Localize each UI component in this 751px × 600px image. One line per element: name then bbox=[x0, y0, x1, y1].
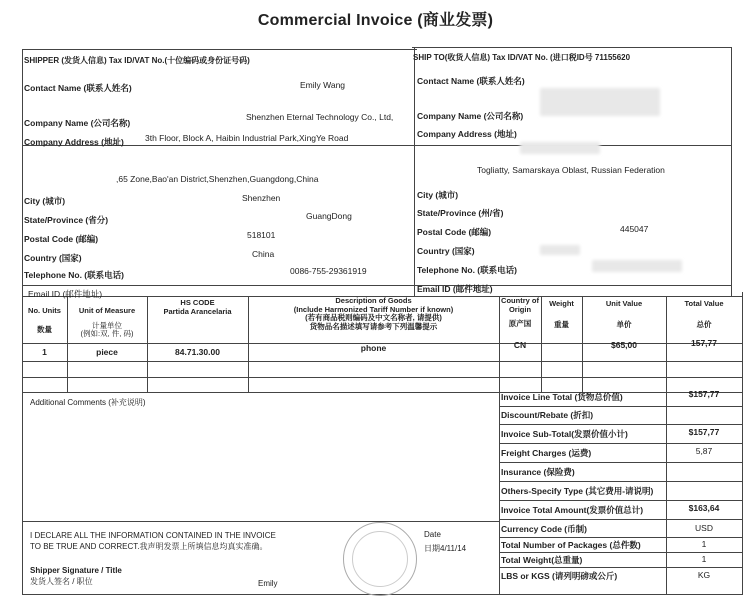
summary-freight-value: 5,87 bbox=[695, 446, 713, 456]
shipto-state-label: State/Province (州/省) bbox=[417, 208, 504, 218]
frame-line bbox=[22, 285, 414, 286]
shipper-city-value: Shenzhen bbox=[242, 193, 281, 203]
frame-line bbox=[412, 47, 732, 48]
header-unit-value bbox=[582, 300, 666, 329]
row-uom: piece bbox=[96, 347, 118, 357]
shipper-city-label: City (城市) bbox=[24, 196, 66, 206]
header-uom-ex: (例如:双, 件, 码) bbox=[80, 329, 134, 339]
summary-total-weight-label: Total Weight(总重量) bbox=[501, 555, 583, 565]
summary-total-weight-value: 1 bbox=[701, 554, 707, 564]
row-total: 157,77 bbox=[691, 338, 717, 348]
frame-line bbox=[499, 519, 742, 520]
declaration-line1: I DECLARE ALL THE INFORMATION CONTAINED IN THE INVOICE bbox=[30, 531, 276, 540]
page-title: Commercial Invoice (商业发票) bbox=[257, 12, 494, 29]
frame-line bbox=[499, 500, 742, 501]
frame-line bbox=[499, 481, 742, 482]
shipper-postal-label: Postal Code (邮编) bbox=[24, 234, 99, 244]
frame-line bbox=[499, 537, 742, 538]
row-hs: 84.71.30.00 bbox=[175, 347, 220, 357]
shipto-address-label: Company Address (地址) bbox=[417, 129, 517, 139]
shipper-company-value: Shenzhen Eternal Technology Co., Ltd, bbox=[246, 112, 394, 122]
summary-total-amount-label: Invoice Total Amount(发票价值总计) bbox=[501, 505, 644, 515]
header-uom bbox=[67, 307, 147, 339]
summary-other-label: Others-Specify Type (其它费用-请说明) bbox=[501, 486, 654, 496]
header-uom-en: Unit of Measure bbox=[78, 306, 136, 315]
shipper-contact-value: Emily Wang bbox=[300, 80, 346, 90]
header-weight bbox=[541, 300, 582, 329]
summary-discount-label: Discount/Rebate (折扣) bbox=[501, 410, 594, 420]
frame-line bbox=[22, 392, 742, 393]
shipper-contact-label: Contact Name (联系人姓名) bbox=[24, 83, 132, 93]
shipper-company-label: Company Name (公司名称) bbox=[24, 118, 131, 128]
summary-subtotal-label: Invoice Sub-Total(发票价值小计) bbox=[501, 429, 628, 439]
shipto-postal-value: 445047 bbox=[620, 224, 649, 234]
header-total-value-en: Total Value bbox=[684, 299, 724, 308]
declaration-line2: TO BE TRUE AND CORRECT.我声明发票上所填信息均真实准确。 bbox=[30, 542, 268, 551]
header-desc bbox=[248, 297, 499, 332]
header-desc-en2: (Include Harmonized Tariff Number if known) bbox=[293, 304, 454, 314]
header-hs-es: Partida Arancelaria bbox=[163, 306, 232, 316]
redacted-contact bbox=[540, 88, 660, 116]
frame-line bbox=[499, 567, 742, 568]
summary-insurance-label: Insurance (保险费) bbox=[501, 467, 575, 477]
shipto-country-label: Country (国家) bbox=[417, 246, 475, 256]
header-origin-en: Country of Origin bbox=[501, 296, 539, 314]
header-units bbox=[22, 307, 67, 334]
frame-line bbox=[499, 462, 742, 463]
shipper-email-label: Email ID (邮件地址) bbox=[28, 289, 103, 299]
shipto-heading: SHIP TO(收货人信息) Tax ID/VAT No. (进口税ID号 71155620 bbox=[413, 53, 631, 62]
shipto-contact-label: Contact Name (联系人姓名) bbox=[417, 76, 525, 86]
header-uom-cn: 计量单位 bbox=[92, 320, 122, 330]
frame-line bbox=[742, 292, 743, 595]
frame-line bbox=[499, 424, 742, 425]
summary-currency-value: USD bbox=[695, 523, 713, 533]
summary-freight-label: Freight Charges (运费) bbox=[501, 448, 592, 458]
shipto-city-label: City (城市) bbox=[417, 190, 459, 200]
row-origin: CN bbox=[513, 340, 527, 350]
shipper-phone-value: 0086-755-29361919 bbox=[290, 266, 367, 276]
header-total-value-cn: 总价 bbox=[696, 319, 712, 329]
header-unit-value-en: Unit Value bbox=[605, 299, 643, 308]
summary-subtotal-value: $157,77 bbox=[688, 427, 720, 437]
frame-line bbox=[414, 47, 415, 297]
header-origin bbox=[499, 297, 541, 329]
shipper-heading: SHIPPER (发货人信息) Tax ID/VAT No.(十位编码或身份证号码) bbox=[24, 56, 250, 65]
company-stamp-inner bbox=[352, 531, 408, 587]
shipto-email-label: Email ID (邮件地址) bbox=[417, 284, 493, 294]
summary-currency-label: Currency Code (币制) bbox=[501, 524, 587, 534]
header-hs bbox=[147, 299, 248, 316]
signature-label-cn: 发货人签名 / 职位 bbox=[30, 577, 93, 586]
header-hs-en: HS CODE bbox=[180, 298, 215, 307]
shipper-state-label: State/Province (省分) bbox=[24, 215, 109, 225]
shipto-phone-label: Telephone No. (联系电话) bbox=[417, 265, 517, 275]
row-units: 1 bbox=[42, 347, 47, 357]
row-desc: phone bbox=[360, 343, 387, 353]
header-desc-cn2: 货物品名描述填写请参考下列温馨提示 bbox=[309, 321, 438, 331]
summary-lbs-kgs-value: KG bbox=[697, 570, 711, 580]
frame-line bbox=[499, 443, 742, 444]
signature-value: Emily bbox=[258, 579, 278, 588]
header-weight-cn: 重量 bbox=[554, 319, 569, 329]
shipper-address-line2: ,65 Zone,Bao'an District,Shenzhen,Guangdong,China bbox=[116, 174, 319, 184]
shipper-address-label: Company Address (地址) bbox=[24, 137, 124, 147]
frame-line bbox=[22, 377, 742, 378]
shipper-phone-label: Telephone No. (联系电话) bbox=[24, 270, 124, 280]
redacted-country bbox=[540, 245, 580, 255]
frame-line bbox=[22, 49, 417, 50]
shipto-postal-label: Postal Code (邮编) bbox=[417, 227, 492, 237]
signature-label: Shipper Signature / Title bbox=[30, 566, 122, 575]
summary-line-total-value: $157,77 bbox=[688, 389, 720, 399]
header-units-en: No. Units bbox=[28, 306, 61, 315]
date-value: 日期4/11/14 bbox=[424, 544, 467, 553]
summary-line-total-label: Invoice Line Total (货物总价值) bbox=[501, 392, 623, 402]
redacted-phone bbox=[592, 260, 682, 272]
shipper-country-label: Country (国家) bbox=[24, 253, 82, 263]
header-weight-en: Weight bbox=[549, 299, 574, 308]
frame-line bbox=[22, 521, 499, 522]
frame-line bbox=[499, 552, 742, 553]
header-desc-cn1: (若有商品税则编码及中文名称者, 请提供) bbox=[305, 313, 442, 323]
header-unit-value-cn: 单价 bbox=[616, 319, 632, 329]
frame-line bbox=[499, 406, 742, 407]
summary-lbs-kgs-label: LBS or KGS (请列明磅或公斤) bbox=[501, 571, 618, 581]
summary-packages-value: 1 bbox=[701, 539, 707, 549]
comments-label: Additional Comments (补充说明) bbox=[30, 398, 146, 407]
header-units-cn: 数量 bbox=[37, 324, 52, 334]
header-origin-cn: 原产国 bbox=[508, 319, 532, 329]
header-desc-en: Description of Goods bbox=[335, 296, 412, 305]
date-label: Date bbox=[424, 530, 441, 539]
frame-line bbox=[22, 361, 742, 362]
shipto-address-value: Togliatty, Samarskaya Oblast, Russian Federation bbox=[477, 165, 665, 175]
shipper-address-line1: 3th Floor, Block A, Haibin Industrial Park,XingYe Road bbox=[145, 133, 349, 143]
redacted-address bbox=[520, 142, 600, 154]
shipper-state-value: GuangDong bbox=[306, 211, 352, 221]
frame-line bbox=[731, 47, 732, 297]
row-unit-value: $65,00 bbox=[611, 340, 637, 350]
summary-packages-label: Total Number of Packages (总件数) bbox=[501, 540, 641, 550]
header-total-value bbox=[666, 300, 742, 329]
shipper-country-value: China bbox=[252, 249, 275, 259]
shipper-postal-value: 518101 bbox=[247, 230, 276, 240]
summary-total-amount-value: $163,64 bbox=[688, 503, 720, 513]
shipto-company-label: Company Name (公司名称) bbox=[417, 111, 524, 121]
